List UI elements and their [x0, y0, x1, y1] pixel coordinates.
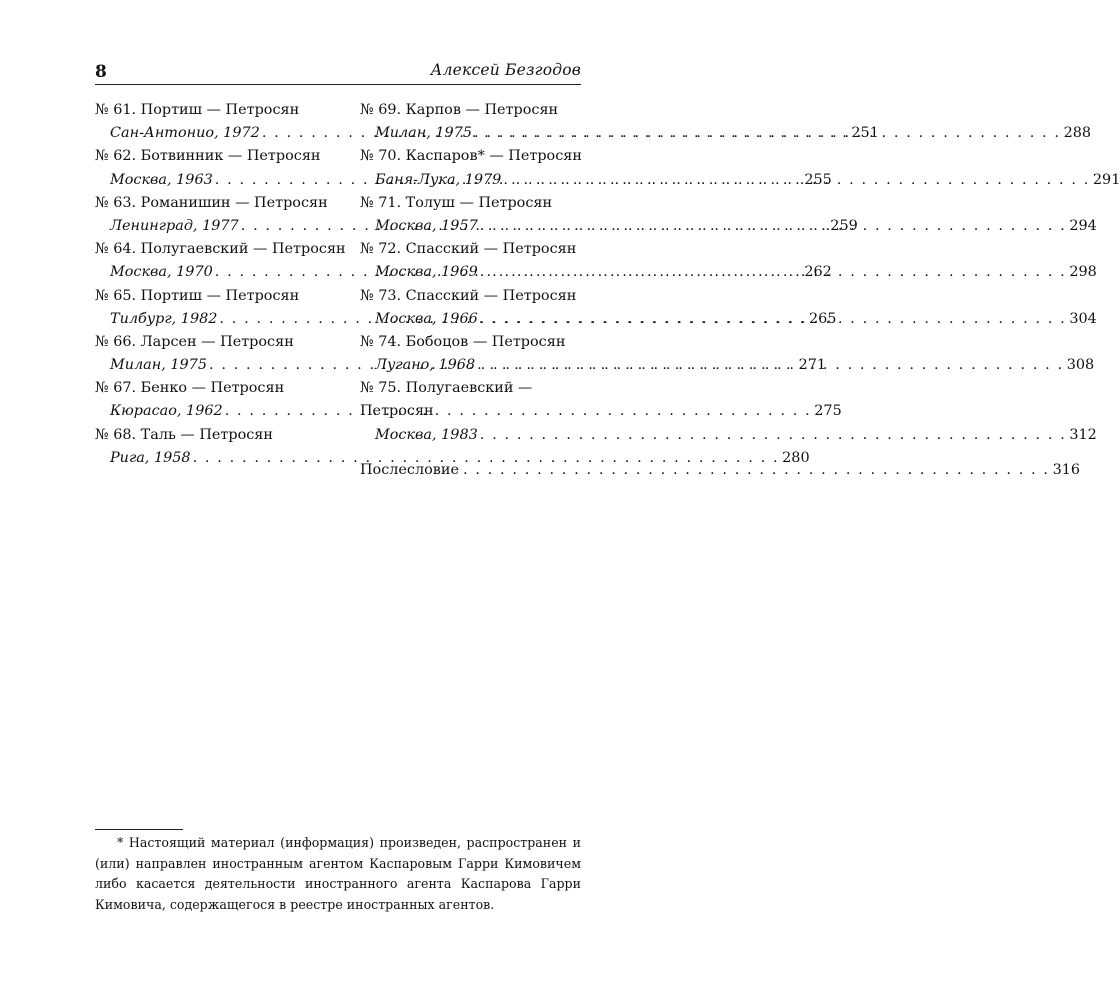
page-header	[95, 58, 581, 85]
footnote	[95, 833, 581, 915]
toc-entry-title: № 62. Ботвинник — Петросян	[95, 148, 321, 165]
toc-entry-title: № 74. Бобоцов — Петросян	[360, 333, 566, 350]
toc-entry-page: 294	[1069, 217, 1097, 234]
toc-entry-page: 259	[830, 217, 858, 234]
page-number: 8	[95, 62, 107, 82]
toc-entry-place: Москва, 1969	[375, 264, 478, 281]
toc-entry-place: Рига, 1958	[110, 449, 191, 466]
toc-entry-page: 251	[851, 125, 879, 142]
dot-leader	[477, 354, 1064, 377]
toc-entry-place: Баня-Лука, 1979	[375, 171, 502, 188]
dot-leader	[480, 215, 1067, 238]
toc-entry-title: № 71. Толуш — Петросян	[360, 194, 553, 211]
dot-leader	[480, 424, 1067, 447]
dot-leader	[474, 122, 1061, 145]
toc-entry-title: № 63. Романишин — Петросян	[95, 194, 328, 211]
toc-entry-title: № 65. Портиш — Петросян	[95, 287, 300, 304]
afterword-label: Послесловие	[360, 461, 460, 478]
afterword-page: 316	[1052, 461, 1081, 478]
footnote-rule	[95, 829, 183, 830]
toc-entry-title: № 70. Каспаров* — Петросян	[360, 148, 582, 165]
toc-entry-title: № 69. Карпов — Петросян	[360, 102, 559, 118]
dot-leader	[480, 261, 1067, 284]
toc-entry-place: Москва, 1966	[375, 310, 478, 327]
dot-leader	[480, 308, 1067, 331]
toc-entry-afterword	[360, 459, 1081, 482]
toc-entry-title: № 73. Спасский — Петросян	[360, 287, 577, 304]
toc-entry-place: Кюрасао, 1962	[110, 403, 223, 420]
dot-leader	[463, 459, 1050, 482]
toc-entry-title: № 72. Спасский — Петросян	[360, 241, 577, 258]
running-title: Алексей Безгодов	[430, 61, 581, 79]
toc-entry-place: Лугано, 1968	[375, 357, 476, 374]
toc-entry-place: Тилбург, 1982	[110, 310, 218, 327]
toc-entry-page: 275	[814, 403, 842, 420]
toc-entry-page: 288	[1063, 125, 1092, 142]
toc-entry-page: 304	[1069, 310, 1097, 327]
toc-entry-place: Москва, 1983	[375, 426, 478, 443]
toc-entry-page: 271	[798, 357, 827, 374]
toc-entry-page: 291	[1092, 171, 1120, 188]
toc-entry-place: Сан-Антонио, 1972	[110, 125, 260, 142]
toc-entry-page: 255	[804, 171, 832, 188]
toc-entry-place: Москва, 1970	[110, 264, 213, 281]
toc-entry-page: 298	[1069, 264, 1097, 281]
toc-entry-place: Милан, 1975	[110, 357, 207, 374]
toc-entry-place: Москва, 1957	[375, 217, 478, 234]
toc-entry-title-continued: Петросян	[360, 403, 434, 420]
toc-entry-title: № 64. Полугаевский — Петросян	[95, 241, 346, 258]
toc-entry-title: № 66. Ларсен — Петросян	[95, 333, 294, 350]
toc-entry-title: № 67. Бенко — Петросян	[95, 380, 285, 397]
toc-entry-title: № 61. Портиш — Петросян	[95, 102, 300, 118]
toc-entry-place: Милан, 1975	[375, 125, 472, 142]
dot-leader	[503, 169, 1090, 192]
toc-entry-page: 265	[809, 310, 837, 327]
toc-entry-place: Москва, 1963	[110, 171, 213, 188]
toc-entry-page: 262	[804, 264, 832, 281]
toc-entry-page: 312	[1069, 426, 1097, 443]
toc-entry-title: № 75. Полугаевский —	[360, 380, 533, 397]
footnote-text: * Настоящий материал (информация) произведен, распространен и (или) направлен иностранным агентом Каспаровым Гарри Кимовичем либо касается деятельности иностранного агента Каспарова Гарри Кимовича, содержащегося в реестре иностранных агентов.	[95, 835, 581, 912]
toc-entry-place: Ленинград, 1977	[110, 217, 239, 234]
toc-entry-page: 280	[782, 449, 810, 466]
toc-entry-title: № 68. Таль — Петросян	[95, 426, 273, 443]
toc-entry-page: 308	[1066, 357, 1095, 374]
